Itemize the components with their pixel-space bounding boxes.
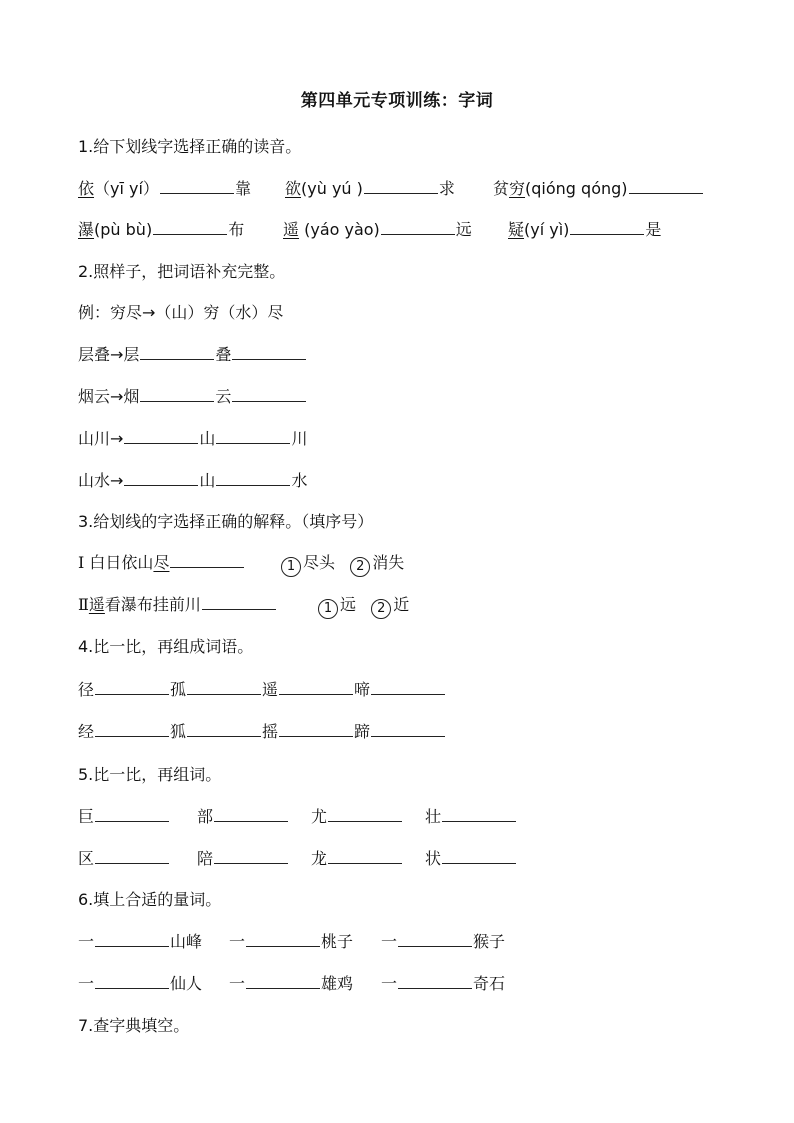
- q7-heading: 7.查字典填空。: [78, 1016, 190, 1035]
- answer-blank[interactable]: [371, 679, 445, 695]
- answer-blank[interactable]: [232, 386, 306, 402]
- roman-numeral: Ⅰ: [78, 553, 85, 572]
- q5-row-1-item-2: [197, 806, 289, 828]
- char: 部: [197, 807, 214, 826]
- circled-number: 1: [281, 557, 301, 577]
- word-end: 川: [291, 429, 308, 448]
- option-text: 远: [340, 595, 357, 614]
- underlined-char: 穷: [509, 179, 526, 198]
- word-suffix: 求: [438, 179, 455, 198]
- circled-number: 1: [318, 599, 338, 619]
- answer-blank[interactable]: [170, 552, 244, 568]
- roman-numeral: Ⅱ: [78, 595, 89, 614]
- char: 状: [425, 849, 442, 868]
- sentence-text: 看瀑布挂前川: [104, 595, 201, 614]
- word-suffix: 是: [645, 220, 662, 239]
- answer-blank[interactable]: [95, 679, 169, 695]
- underlined-char: 遥: [88, 595, 105, 614]
- char: 径: [78, 680, 95, 699]
- q5-row-1-item-3: [311, 806, 403, 828]
- q3-row-2-options: [318, 594, 409, 619]
- underlined-char: 尽: [153, 553, 170, 572]
- q3-row-1: [78, 552, 245, 574]
- prefix-one: 一: [78, 932, 95, 951]
- reading-options: （yī yí）: [94, 179, 159, 198]
- char: 陪: [197, 849, 214, 868]
- q5-row-1-item-4: [425, 806, 517, 828]
- answer-blank[interactable]: [371, 721, 445, 737]
- option-text: 消失: [372, 553, 405, 572]
- q1-heading: 1.给下划线字选择正确的读音。: [78, 137, 302, 156]
- answer-blank[interactable]: [364, 178, 438, 194]
- q6-row-2-item-1: [78, 973, 202, 995]
- reading-options: (pù bù): [94, 220, 153, 239]
- answer-blank[interactable]: [570, 219, 644, 235]
- q2-example: 例：穷尽→（山）穷（水）尽: [78, 303, 284, 322]
- word-suffix: 远: [455, 220, 472, 239]
- answer-blank[interactable]: [398, 973, 472, 989]
- word-end: 水: [291, 471, 308, 490]
- q6-row-2-item-3: [381, 973, 505, 995]
- char: 遥: [262, 680, 279, 699]
- reading-options: (yí yì): [524, 220, 570, 239]
- q5-row-2-item-2: [197, 848, 289, 870]
- q2-row-4: [78, 470, 307, 492]
- answer-blank[interactable]: [140, 344, 214, 360]
- word-middle: 叠: [215, 345, 232, 364]
- noun: 仙人: [170, 974, 203, 993]
- q5-row-2-item-1: [78, 848, 170, 870]
- char: 巨: [78, 807, 95, 826]
- answer-blank[interactable]: [629, 178, 703, 194]
- q6-row-1-item-3: [381, 931, 505, 953]
- word-prompt: 山川→: [78, 429, 124, 448]
- noun: 山峰: [170, 932, 203, 951]
- noun: 桃子: [321, 932, 354, 951]
- word-middle: 山: [199, 429, 216, 448]
- char: 摇: [262, 722, 279, 741]
- word-prefix: 贫: [493, 179, 510, 198]
- q3-row-1-options: [281, 552, 404, 577]
- q5-heading: 5.比一比，再组词。: [78, 765, 222, 784]
- reading-options: (yù yú ): [301, 179, 363, 198]
- answer-blank[interactable]: [246, 973, 320, 989]
- q5-row-2-item-4: [425, 848, 517, 870]
- answer-blank[interactable]: [214, 848, 288, 864]
- underlined-char: 遥: [283, 220, 300, 239]
- underlined-char: 依: [78, 179, 95, 198]
- prefix-one: 一: [229, 932, 246, 951]
- q1-item-4: [78, 219, 244, 241]
- q3-row-2: [78, 594, 277, 616]
- q1-item-6: [508, 219, 661, 241]
- q5-row-2-item-3: [311, 848, 403, 870]
- circled-number: 2: [371, 599, 391, 619]
- char: 经: [78, 722, 95, 741]
- answer-blank[interactable]: [232, 344, 306, 360]
- answer-blank[interactable]: [246, 931, 320, 947]
- circled-number: 2: [350, 557, 370, 577]
- q4-heading: 4.比一比，再组成词语。: [78, 637, 254, 656]
- prefix-one: 一: [381, 974, 398, 993]
- char: 尤: [311, 807, 328, 826]
- q1-item-3: [493, 178, 704, 200]
- answer-blank[interactable]: [124, 428, 198, 444]
- answer-blank[interactable]: [381, 219, 455, 235]
- answer-blank[interactable]: [279, 721, 353, 737]
- char: 龙: [311, 849, 328, 868]
- answer-blank[interactable]: [442, 848, 516, 864]
- answer-blank[interactable]: [442, 806, 516, 822]
- q2-row-3: [78, 428, 307, 450]
- word-middle: 山: [199, 471, 216, 490]
- answer-blank[interactable]: [95, 931, 169, 947]
- answer-blank[interactable]: [328, 806, 402, 822]
- char: 壮: [425, 807, 442, 826]
- word-prompt: 山水→: [78, 471, 124, 490]
- underlined-char: 疑: [508, 220, 525, 239]
- char: 啼: [354, 680, 371, 699]
- q1-item-1: [78, 178, 251, 200]
- option-text: 尽头: [303, 553, 336, 572]
- q2-heading: 2.照样子，把词语补充完整。: [78, 262, 286, 281]
- q6-heading: 6.填上合适的量词。: [78, 890, 222, 909]
- answer-blank[interactable]: [160, 178, 234, 194]
- noun: 奇石: [473, 974, 506, 993]
- word-prompt: 层叠→层: [78, 345, 140, 364]
- q2-row-1: [78, 344, 307, 366]
- prefix-one: 一: [78, 974, 95, 993]
- noun: 雄鸡: [321, 974, 354, 993]
- answer-blank[interactable]: [328, 848, 402, 864]
- answer-blank[interactable]: [398, 931, 472, 947]
- underlined-char: 欲: [285, 179, 302, 198]
- word-middle: 云: [215, 387, 232, 406]
- char: 孤: [170, 680, 187, 699]
- answer-blank[interactable]: [187, 679, 261, 695]
- page-title: 第四单元专项训练：字词: [300, 91, 494, 111]
- q5-row-1-item-1: [78, 806, 170, 828]
- answer-blank[interactable]: [153, 219, 227, 235]
- q6-row-1-item-2: [229, 931, 353, 953]
- char: 蹄: [354, 722, 371, 741]
- reading-options: (qióng qóng): [525, 179, 628, 198]
- answer-blank[interactable]: [216, 428, 290, 444]
- noun: 猴子: [473, 932, 506, 951]
- answer-blank[interactable]: [187, 721, 261, 737]
- word-suffix: 布: [228, 220, 245, 239]
- word-suffix: 靠: [234, 179, 251, 198]
- q3-heading: 3.给划线的字选择正确的解释。（填序号）: [78, 512, 374, 531]
- reading-options: (yáo yào): [299, 220, 380, 239]
- answer-blank[interactable]: [202, 594, 276, 610]
- prefix-one: 一: [381, 932, 398, 951]
- answer-blank[interactable]: [124, 470, 198, 486]
- q1-item-5: [283, 219, 472, 241]
- answer-blank[interactable]: [95, 973, 169, 989]
- q6-row-1-item-1: [78, 931, 202, 953]
- answer-blank[interactable]: [95, 721, 169, 737]
- q6-row-2-item-2: [229, 973, 353, 995]
- answer-blank[interactable]: [95, 806, 169, 822]
- answer-blank[interactable]: [214, 806, 288, 822]
- sentence-text: 白日依山: [89, 553, 154, 572]
- answer-blank[interactable]: [279, 679, 353, 695]
- q4-row-1: [78, 679, 446, 701]
- word-prompt: 烟云→烟: [78, 387, 140, 406]
- q1-item-2: [285, 178, 455, 200]
- prefix-one: 一: [229, 974, 246, 993]
- q2-row-2: [78, 386, 307, 408]
- q4-row-2: [78, 721, 446, 743]
- answer-blank[interactable]: [216, 470, 290, 486]
- char: 区: [78, 849, 95, 868]
- option-text: 近: [393, 595, 410, 614]
- answer-blank[interactable]: [140, 386, 214, 402]
- answer-blank[interactable]: [95, 848, 169, 864]
- underlined-char: 瀑: [78, 220, 95, 239]
- char: 狐: [170, 722, 187, 741]
